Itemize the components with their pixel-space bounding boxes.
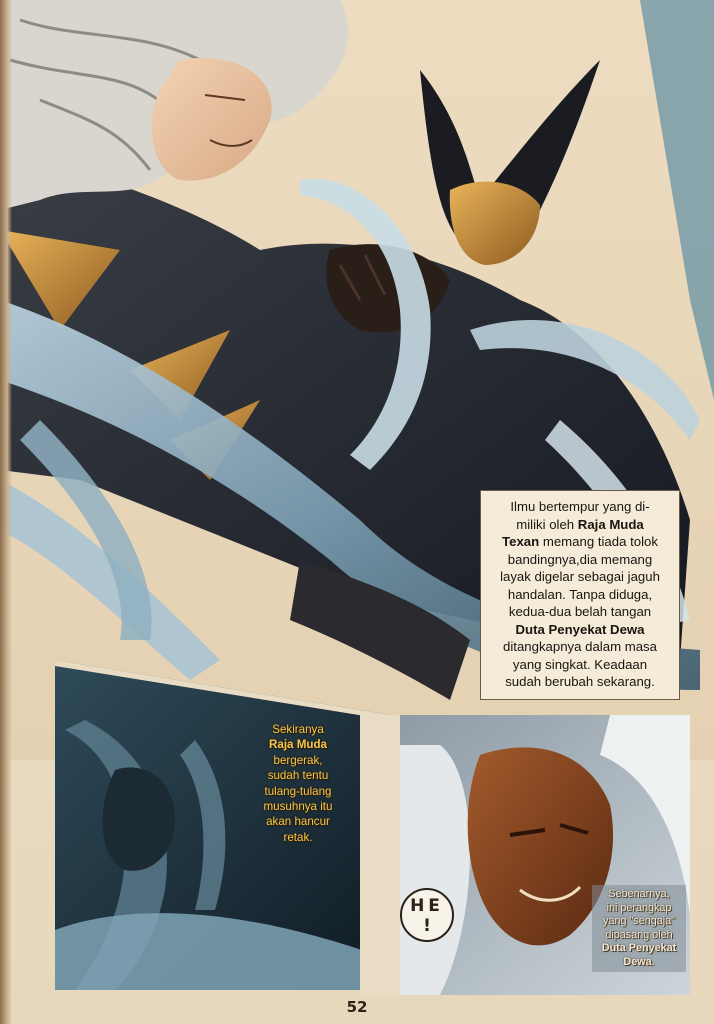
page-number: 52 <box>346 998 368 1016</box>
blue-caption <box>592 885 686 972</box>
caption-text: sudah tentu <box>267 769 329 783</box>
caption-text: dipasang oleh <box>605 928 673 941</box>
gold-caption <box>248 722 348 845</box>
caption-text: akan hancur <box>266 815 330 829</box>
caption-text: layak digelar sebagai jaguh <box>500 569 660 584</box>
caption-text: musuhnya itu <box>263 800 333 814</box>
sound-effect-exclamation: ! <box>423 916 431 936</box>
caption-text: retak. <box>283 830 313 844</box>
caption-text: bergerak, <box>273 753 323 767</box>
character-name: Dewa <box>623 955 652 968</box>
caption-text: miliki oleh <box>516 516 578 532</box>
narration-caption <box>480 490 680 700</box>
caption-text: Ilmu bertempur yang di- <box>510 499 650 514</box>
sound-effect-text: HE <box>410 896 444 916</box>
caption-text: tulang-tulang <box>264 784 332 798</box>
caption-text: Sebenarnya, <box>608 888 670 900</box>
character-name: Raja Muda <box>577 516 644 532</box>
caption-text: yang singkat. Keadaan <box>512 656 648 672</box>
page-gutter <box>0 0 12 1024</box>
character-name: Raja Muda <box>269 738 327 752</box>
caption-text: Sekiranya <box>272 723 324 736</box>
caption-text: yang "sengaja" <box>603 915 675 927</box>
caption-text: kedua-dua belah tangan <box>508 604 652 619</box>
caption-text: handalan. Tanpa diduga, <box>507 586 653 602</box>
caption-text: memang tiada tolok <box>539 534 658 549</box>
character-name: Texan <box>502 534 540 549</box>
character-name: Duta Penyekat <box>601 942 677 954</box>
caption-text: bandingnya,dia memang <box>507 551 653 567</box>
caption-text: ini perangkap <box>606 901 672 914</box>
sound-effect-bubble <box>400 888 454 942</box>
caption-text: sudah berubah sekarang. <box>505 674 655 689</box>
caption-text: ditangkapnya dalam masa <box>503 639 657 654</box>
caption-text: . <box>651 955 655 968</box>
character-name: Duta Penyekat Dewa <box>515 621 645 637</box>
